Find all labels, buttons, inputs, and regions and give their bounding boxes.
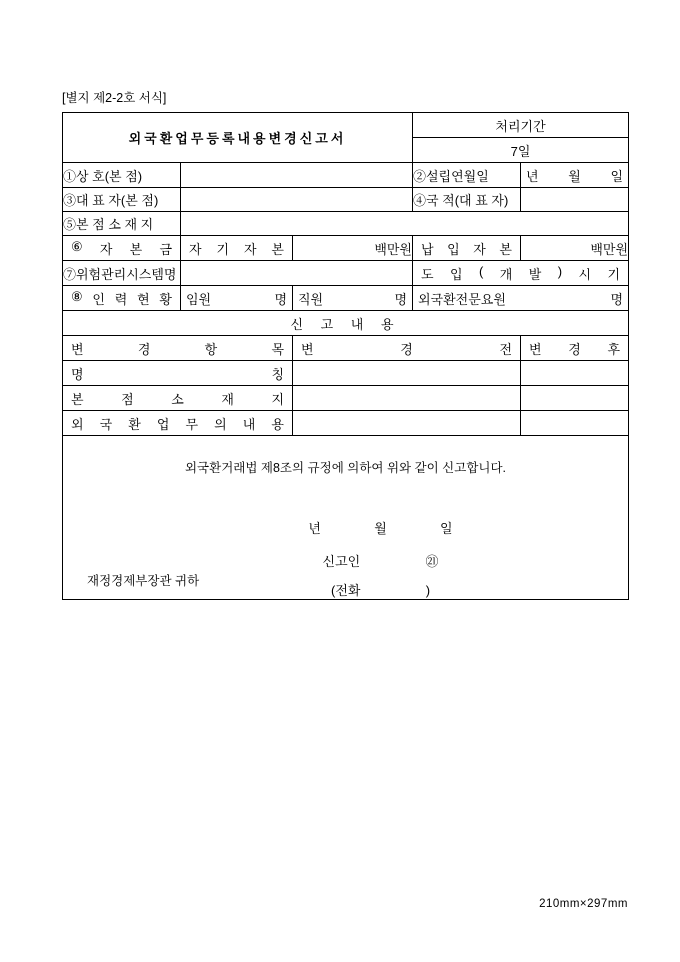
row-declaration [63,436,629,600]
row-trade-name [63,163,629,188]
row-representative [63,188,629,212]
row-head-office-address [63,212,629,236]
paper-size-note: 210mm×297mm [539,898,628,910]
row-section-header [63,311,629,336]
unit-employees: 명 [394,291,407,307]
label-staff-status: ⑧ 인 력 현 황 [63,286,181,311]
processing-period-header: 처리기간 [413,113,629,138]
label-head-office-address: ⑤본 점 소 재 지 [63,212,181,236]
declaration-signer-line [63,551,628,570]
value-executives[interactable] [181,286,293,311]
declaration-day: 일 [440,521,453,536]
declaration-date-line [63,518,628,537]
establish-month: 월 [568,168,581,184]
label-paid-in-capital: 납 입 자 본 [413,236,521,261]
change-item-address: 본 점 소 재 지 [63,386,293,411]
unit-fx-specialists: 명 [610,291,624,307]
col-header-change-after: 변 경 후 [521,336,629,361]
row-staff-status [63,286,629,311]
value-nationality[interactable] [521,188,629,212]
table-row [63,411,629,436]
title-row [63,113,629,138]
value-head-office-address[interactable] [181,212,629,236]
declaration-month: 월 [374,521,387,536]
label-fx-specialists: 외국환전문요원 [418,291,506,307]
section-header-report-content: 신 고 내 용 [63,311,629,336]
label-risk-system: ⑦위험관리시스템명 [63,261,181,286]
change-item-name: 명 칭 [63,361,293,386]
value-fx-specialists[interactable] [413,286,629,311]
change-before-name[interactable] [293,361,521,386]
processing-period-value: 7일 [413,138,629,163]
value-representative[interactable] [181,188,413,212]
label-equity-capital: 자 기 자 본 [181,236,293,261]
change-before-address[interactable] [293,386,521,411]
change-after-address[interactable] [521,386,629,411]
unit-executives: 명 [274,291,287,307]
form-sheet [62,112,628,600]
value-trade-name[interactable] [181,163,413,188]
label-trade-name: ①상 호(본 점) [63,163,181,188]
establish-day: 일 [610,168,623,184]
form-number-tag: [별지 제2-2호 서식] [62,91,167,105]
table-row [63,361,629,386]
col-header-change-before: 변 경 전 [293,336,521,361]
row-risk-system [63,261,629,286]
value-risk-system[interactable] [181,261,413,286]
establish-year: 년 [526,168,539,184]
label-representative: ③대 표 자(본 점) [63,188,181,212]
declaration-addressee: 재정경제부장관 귀하 [87,574,200,588]
value-employees[interactable] [293,286,413,311]
table-row [63,386,629,411]
value-establish-date[interactable] [521,163,629,188]
form-table [62,112,629,600]
unit-paid-in-capital[interactable]: 백만원 [521,236,629,261]
seal-mark-icon: ㉑ [425,554,439,569]
declaration-block [63,436,629,600]
col-header-change-item: 변 경 항 목 [63,336,293,361]
tel-close: ) [425,583,431,598]
change-after-business[interactable] [521,411,629,436]
row-change-columns [63,336,629,361]
change-before-business[interactable] [293,411,521,436]
signer-label: 신고인 [322,554,361,569]
label-establish-date: ②설립연월일 [413,163,521,188]
label-introduction-time: 도 입 ( 개 발 ) 시 기 [413,261,629,286]
unit-equity-capital[interactable]: 백만원 [293,236,413,261]
label-nationality: ④국 적(대 표 자) [413,188,521,212]
tel-label: (전화 [330,583,361,598]
declaration-year: 년 [308,521,321,536]
row-capital [63,236,629,261]
declaration-statement: 외국환거래법 제8조의 규정에 의하여 위와 같이 신고합니다. [184,461,507,475]
label-executives: 임원 [186,291,212,307]
label-employees: 직원 [298,291,324,307]
label-capital: ⑥ 자 본 금 [63,236,181,261]
form-title: 외국환업무등록내용변경신고서 [63,113,413,163]
change-after-name[interactable] [521,361,629,386]
change-item-business: 외 국 환 업 무 의 내 용 [63,411,293,436]
